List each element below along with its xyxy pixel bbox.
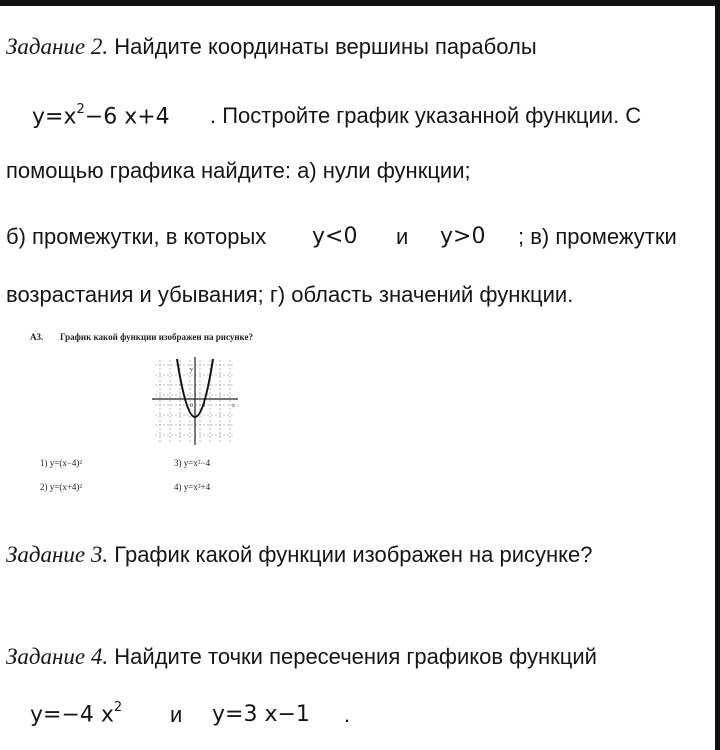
- task4-formula-2: y=3 x−1: [212, 702, 310, 727]
- task4-label: Задание 4.: [6, 644, 109, 669]
- task2-text-4-start: б) промежутки, в которых: [6, 224, 267, 249]
- task2-text-2: . Постройте график указанной функции. С: [210, 103, 642, 128]
- task4-formula-1-base: y=−4 x: [30, 702, 114, 728]
- formula-exponent: 2: [76, 102, 85, 117]
- graph-x-label: x: [232, 403, 235, 409]
- option-2-num: 2): [40, 482, 48, 492]
- inset-option-4: [174, 482, 210, 492]
- graph-y-label: y: [190, 367, 193, 373]
- inset-heading: График какой функции изображен на рисунке?: [60, 332, 253, 342]
- task2-conj: и: [396, 224, 409, 249]
- task4-formula-1: [30, 702, 122, 727]
- task2-label: Задание 2.: [6, 34, 109, 59]
- task2-formula: [32, 104, 170, 129]
- task2-text-3: помощью графика найдите: а) нули функции;: [6, 158, 471, 183]
- inset-parabola-graph: [150, 355, 240, 447]
- formula-part-c: −6 x+4: [84, 104, 170, 130]
- task4-conj: и: [170, 702, 183, 727]
- inset-option-3: [174, 458, 210, 468]
- task4-end: .: [344, 702, 351, 727]
- task2-text-5: возрастания и убывания; г) область значений функции.: [6, 282, 574, 307]
- inset-heading-num: А3.: [30, 332, 44, 342]
- option-2-text: y=(x+4)²: [49, 482, 83, 492]
- option-4-num: 4): [174, 482, 182, 492]
- task3-line: [6, 540, 593, 570]
- inset-option-1: [40, 458, 82, 468]
- task2-ineq-2: y>0: [440, 224, 486, 249]
- option-3-text: y=x²−4: [183, 458, 211, 468]
- inset-option-2: [40, 482, 82, 492]
- task2-text-1: Найдите координаты вершины параболы: [114, 34, 537, 59]
- task2-text-4-end: ; в) промежутки: [518, 224, 677, 249]
- top-border: [0, 0, 720, 6]
- option-1-text: y=(x−4)²: [49, 458, 83, 468]
- option-1-num: 1): [40, 458, 48, 468]
- task4-text: Найдите точки пересечения графиков функций: [114, 644, 597, 669]
- task4-line: [6, 642, 597, 672]
- graph-x-tick: 1: [203, 403, 206, 409]
- right-border: [715, 0, 720, 750]
- task3-label: Задание 3.: [6, 542, 109, 567]
- formula-part-a: y=x: [32, 104, 77, 130]
- task2-ineq-1: y<0: [312, 224, 358, 249]
- option-4-text: y=x²+4: [183, 482, 211, 492]
- task3-text: График какой функции изображен на рисунке?: [114, 542, 593, 567]
- option-3-num: 3): [174, 458, 182, 468]
- task2-line1: [6, 32, 537, 62]
- graph-origin-label: 0: [190, 403, 193, 409]
- task4-formula-1-exp: 2: [113, 700, 123, 715]
